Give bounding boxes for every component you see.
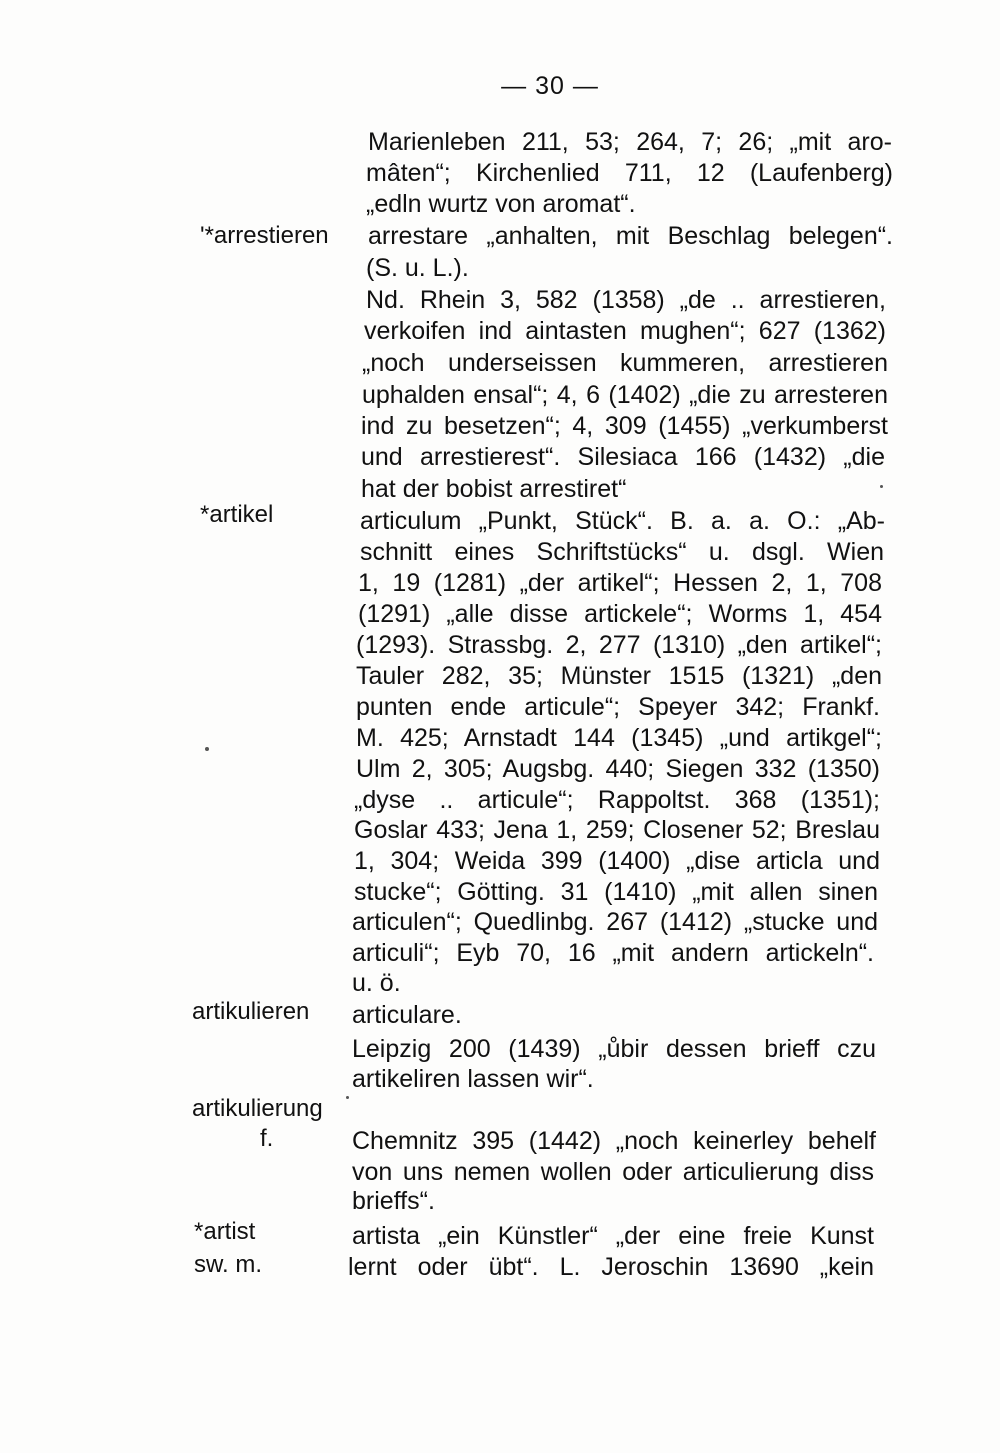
text-line: hat der bobist arrestiret“	[361, 475, 627, 503]
text-line: mâten“; Kirchenlied 711, 12 (Laufenberg)	[366, 159, 893, 187]
text-line: Chemnitz 395 (1442) „noch keinerley behelf	[352, 1127, 876, 1155]
headword: '*arrestieren	[200, 222, 329, 249]
headword-gender: f.	[260, 1125, 274, 1152]
text-line: articulen“; Quedlinbg. 267 (1412) „stucke und	[352, 908, 878, 936]
text-line: verkoifen ind aintasten mughen“; 627 (1362)	[364, 317, 886, 345]
text-line: arrestare „anhalten, mit Beschlag belegen“.	[368, 222, 893, 250]
text-line: Leipzig 200 (1439) „ůbir dessen brieff czu	[352, 1035, 876, 1063]
text-line: lernt oder übt“. L. Jeroschin 13690 „kein	[348, 1253, 874, 1281]
headword: artikulierung	[192, 1095, 323, 1122]
scan-speck	[205, 747, 209, 751]
text-line: artikeliren lassen wir“.	[352, 1065, 594, 1093]
scan-speck	[880, 485, 883, 488]
text-line: articuli“; Eyb 70, 16 „mit andern artickeln“.	[352, 939, 874, 967]
text-line: brieffs“.	[352, 1187, 435, 1215]
text-line: u. ö.	[352, 969, 401, 997]
text-line: schnitt eines Schriftstücks“ u. dsgl. Wien	[360, 538, 884, 566]
text-line: (1291) „alle disse artickele“; Worms 1, 454	[358, 600, 882, 628]
headword-gender: sw. m.	[194, 1251, 263, 1278]
text-line: Tauler 282, 35; Münster 1515 (1321) „den	[356, 662, 882, 690]
text-line: 1, 19 (1281) „der artikel“; Hessen 2, 1, 708	[358, 569, 882, 597]
text-line: articulare.	[352, 1001, 462, 1029]
headword: *artikel	[200, 501, 274, 528]
text-line: uphalden ensal“; 4, 6 (1402) „die zu arresteren	[362, 381, 888, 409]
text-line: und arrestierest“. Silesiaca 166 (1432) „die	[361, 443, 885, 471]
text-line: Goslar 433; Jena 1, 259; Closener 52; Breslau	[354, 816, 880, 844]
scan-speck	[346, 1096, 349, 1099]
text-line: (1293). Strassbg. 2, 277 (1310) „den artikel“;	[356, 631, 882, 659]
text-line: (S. u. L.).	[366, 254, 469, 282]
text-line: articulum „Punkt, Stück“. B. a. a. O.: „Ab-	[360, 507, 885, 535]
text-line: Marienleben 211, 53; 264, 7; 26; „mit aro-	[368, 128, 892, 156]
headword: *artist	[194, 1218, 256, 1245]
text-line: Ulm 2, 305; Augsbg. 440; Siegen 332 (1350)	[356, 755, 880, 783]
page-number: — 30 —	[501, 72, 599, 100]
text-line: „dyse .. articule“; Rappoltst. 368 (1351);	[354, 786, 880, 814]
text-line: „edln wurtz von aromat“.	[366, 190, 636, 218]
text-line: stucke“; Götting. 31 (1410) „mit allen sinen	[354, 878, 878, 906]
text-line: ind zu besetzen“; 4, 309 (1455) „verkumberst	[361, 412, 888, 440]
text-line: M. 425; Arnstadt 144 (1345) „und artikgel“;	[356, 724, 882, 752]
text-line: Nd. Rhein 3, 582 (1358) „de .. arrestieren,	[366, 286, 886, 314]
text-line: von uns nemen wollen oder articulierung diss	[352, 1158, 874, 1186]
text-line: punten ende articule“; Speyer 342; Frankf.	[356, 693, 880, 721]
text-line: 1, 304; Weida 399 (1400) „dise articla und	[354, 847, 880, 875]
headword: artikulieren	[192, 998, 310, 1025]
text-line: artista „ein Künstler“ „der eine freie Kunst	[352, 1222, 874, 1250]
text-line: „noch underseissen kummeren, arrestieren	[362, 349, 888, 377]
